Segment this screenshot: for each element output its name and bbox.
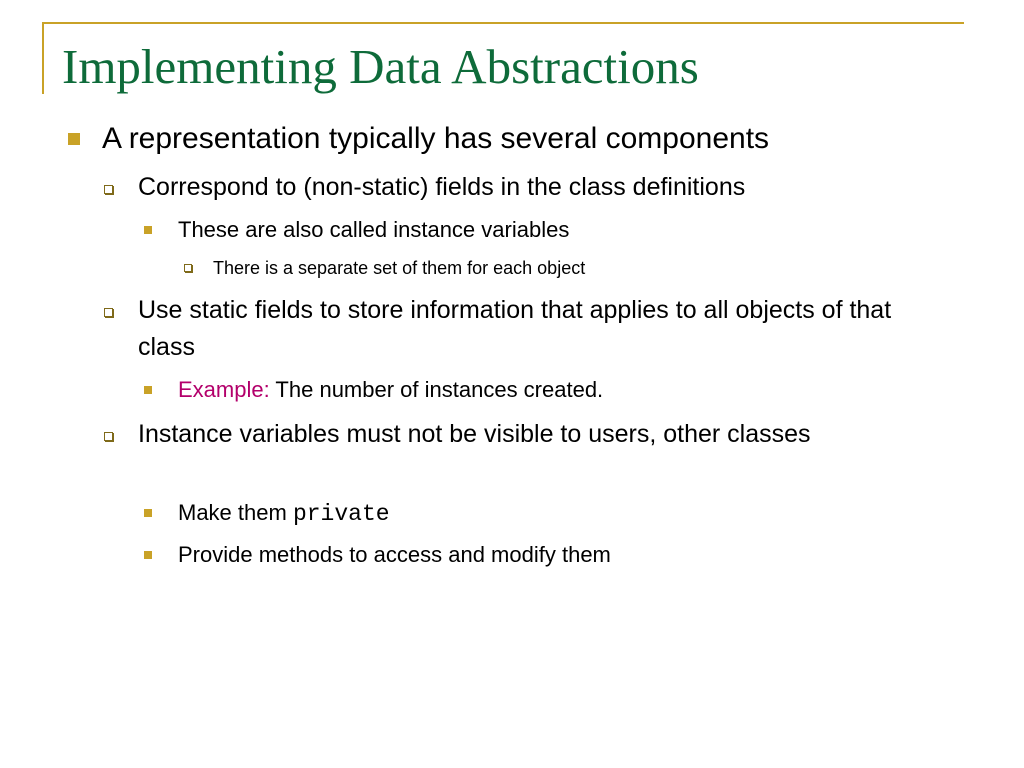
example-text: The number of instances created. bbox=[269, 377, 604, 402]
code-keyword: private bbox=[292, 501, 390, 527]
bullet-text: Use static fields to store information that applies to all objects of that class bbox=[138, 296, 892, 361]
hollow-square-bullet-icon bbox=[184, 264, 192, 272]
bullet-level3 bbox=[178, 541, 938, 569]
bullet-level3 bbox=[178, 216, 938, 244]
bullet-text: Correspond to (non-static) fields in the class definitions bbox=[138, 173, 746, 201]
square-bullet-icon bbox=[144, 226, 152, 234]
bullet-level2 bbox=[138, 416, 898, 453]
bullet-level3 bbox=[178, 499, 938, 528]
bullet-level4 bbox=[213, 256, 933, 280]
example-label: Example: bbox=[178, 377, 270, 402]
bullet-text: There is a separate set of them for each object bbox=[213, 258, 586, 278]
bullet-level2 bbox=[138, 292, 898, 366]
bullet-text: Provide methods to access and modify them bbox=[178, 542, 611, 567]
slide-title: Implementing Data Abstractions bbox=[62, 39, 699, 94]
bullet-text: A representation typically has several components bbox=[102, 122, 770, 155]
bullet-level2 bbox=[138, 169, 938, 206]
square-bullet-icon bbox=[68, 133, 80, 145]
hollow-square-bullet-icon bbox=[104, 185, 113, 194]
bullet-text bbox=[178, 376, 938, 404]
bullet-text: These are also called instance variables bbox=[178, 217, 570, 242]
hollow-square-bullet-icon bbox=[104, 432, 113, 441]
hollow-square-bullet-icon bbox=[104, 308, 113, 317]
square-bullet-icon bbox=[144, 551, 152, 559]
bullet-text bbox=[178, 499, 938, 528]
bullet-text-prefix: Make them bbox=[178, 500, 293, 525]
bullet-level3 bbox=[178, 376, 938, 404]
square-bullet-icon bbox=[144, 386, 152, 394]
square-bullet-icon bbox=[144, 509, 152, 517]
bullet-text: Instance variables must not be visible to users, other classes bbox=[138, 420, 811, 448]
bullet-level1 bbox=[102, 121, 1002, 157]
